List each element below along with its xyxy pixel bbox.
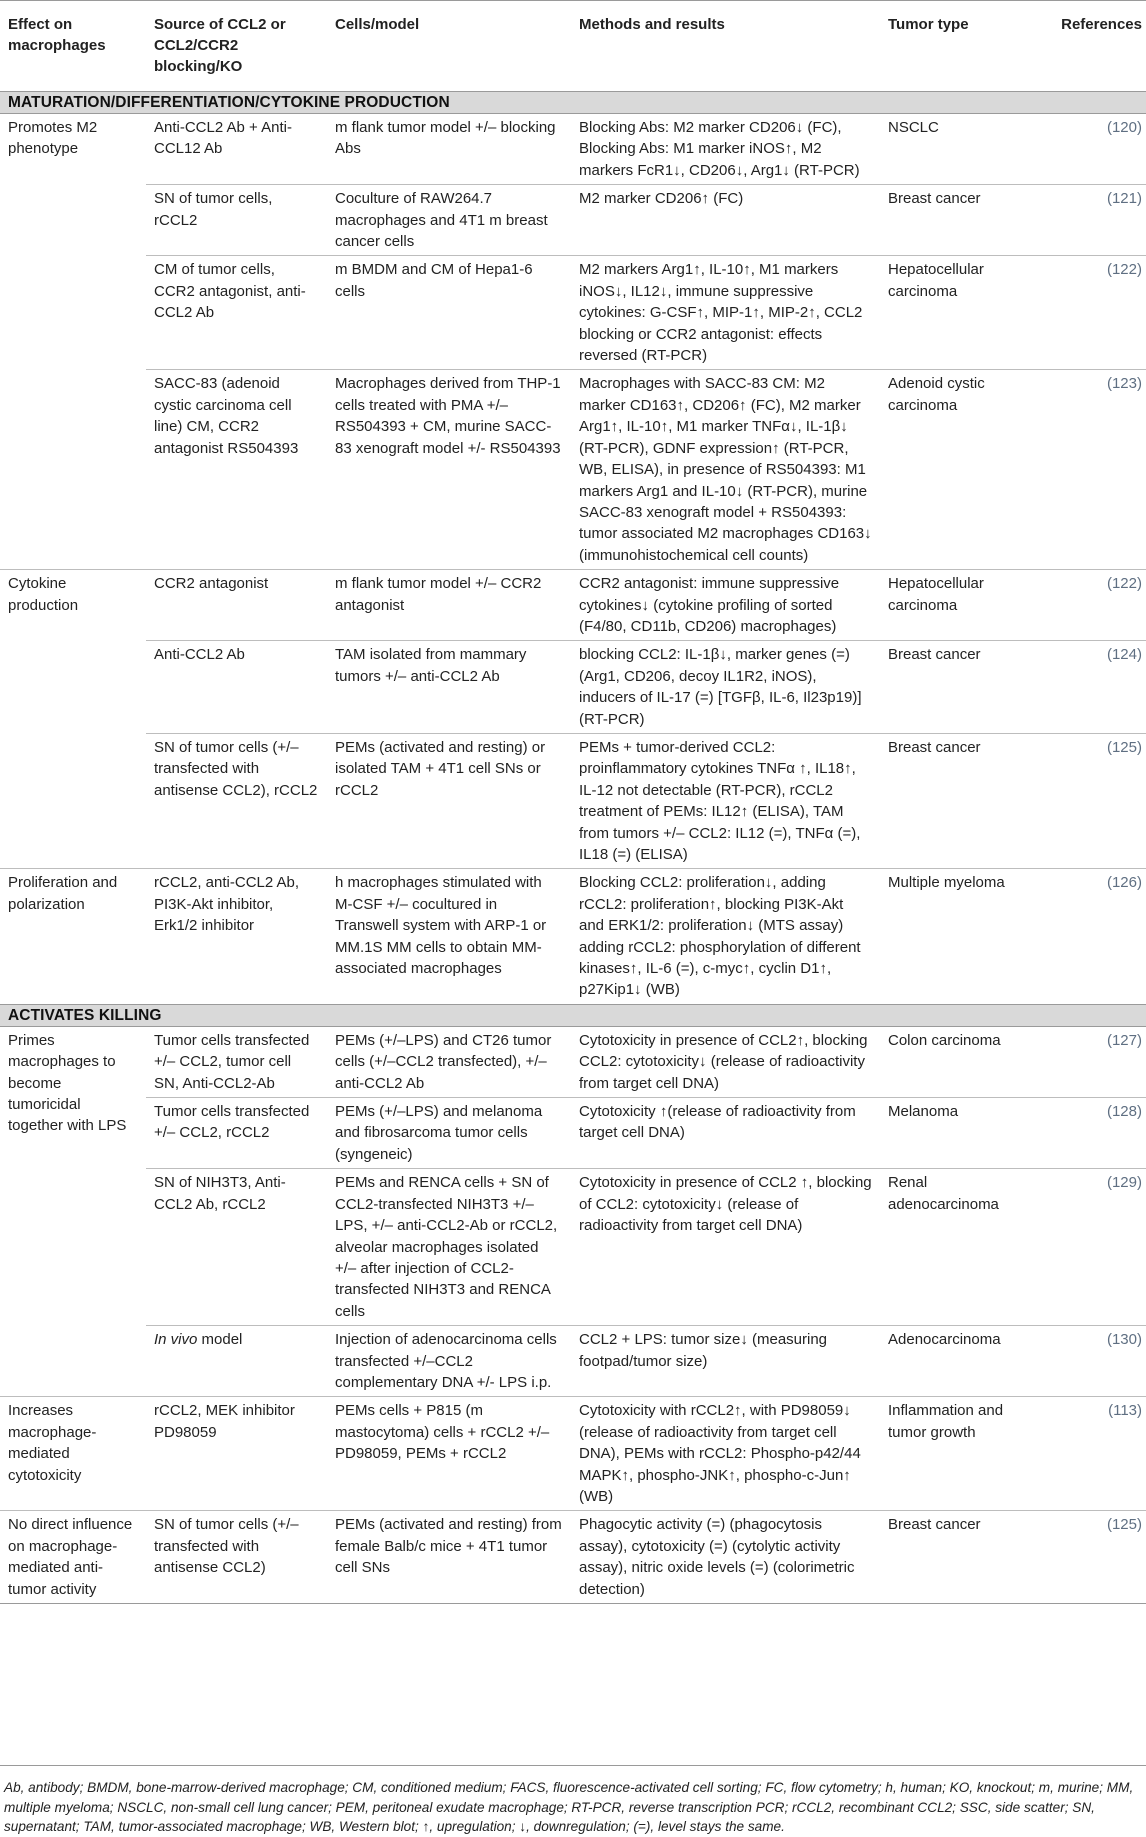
- table-header: [0, 1, 1146, 92]
- table-footnote: Ab, antibody; BMDM, bone-marrow-derived macrophage; CM, conditioned medium; FACS, fluorescence-activated cell sorting; FC, flow cytometry; h, human; KO, knockout; m, murine; MM, multiple myeloma; NSCLC, non-small cell lung cancer; PEM, peritoneal exudate macrophage; RT-PCR, reverse transcription PCR; rCCL2, recombinant CCL2; SSC, side scatter; SN, supernatant; TAM, tumor-associated macrophage; WB, Western blot; ↑, upregulation; ↓, downregulation; (=), level stays the same.: [0, 1765, 1146, 1837]
- cell-source: In vivo model: [146, 1326, 327, 1397]
- cell-reference: (122): [1030, 256, 1146, 370]
- cell-reference: (113): [1030, 1397, 1146, 1511]
- table-row: [0, 370, 1146, 570]
- cell-reference: (125): [1030, 1511, 1146, 1604]
- cell-reference: (124): [1030, 641, 1146, 734]
- cell-reference: (122): [1030, 570, 1146, 641]
- cell-tumor-type: NSCLC: [888, 119, 939, 136]
- cell-source: Tumor cells transfected +/– CCL2, tumor cell SN, Anti-CCL2-Ab: [154, 1031, 310, 1092]
- cell-reference: (126): [1030, 869, 1146, 1004]
- cell-methods: Cytotoxicity ↑(release of radioactivity from target cell DNA): [571, 1098, 880, 1169]
- cell-model: TAM isolated from mammary tumors +/– anti-CCL2 Ab: [327, 641, 571, 734]
- table-body: [0, 92, 1146, 1604]
- cell-model: m BMDM and CM of Hepa1-6 cells: [327, 256, 571, 370]
- section-title: ACTIVATES KILLING: [0, 1004, 1146, 1026]
- cell-source: rCCL2, MEK inhibitor PD98059: [146, 1397, 327, 1511]
- header-methods: Methods and results: [571, 1, 880, 92]
- cell-source: CM of tumor cells, CCR2 antagonist, anti-CCL2 Ab: [146, 256, 327, 370]
- cell-methods: Blocking CCL2: proliferation↓, adding rCCL2: proliferation↑, blocking PI3K-Akt and ERK1/2: proliferation↓ (MTS assay) adding rCCL2: phosphorylation of different kinases↑, IL-6 (=), c-myc↑, cyclin D1↑, p27Kip1↓ (WB): [571, 869, 880, 1004]
- table-row: [0, 1326, 1146, 1397]
- cell-reference: (120): [1106, 119, 1142, 136]
- cell-source: SN of tumor cells (+/– transfected with antisense CCL2), rCCL2: [146, 733, 327, 868]
- cell-model: m flank tumor model +/– blocking Abs: [335, 119, 556, 158]
- cell-source: SN of tumor cells, rCCL2: [146, 185, 327, 256]
- cell-source: Anti-CCL2 Ab + Anti-CCL12 Ab: [154, 119, 292, 158]
- cell-tumor-type: Inflammation and tumor growth: [880, 1397, 1030, 1511]
- cell-source: SN of NIH3T3, Anti-CCL2 Ab, rCCL2: [146, 1169, 327, 1326]
- cell-source: Tumor cells transfected +/– CCL2, rCCL2: [146, 1098, 327, 1169]
- section-title: MATURATION/DIFFERENTIATION/CYTOKINE PRODUCTION: [0, 92, 1146, 114]
- cell-methods: Macrophages with SACC-83 CM: M2 marker CD163↑, CD206↑ (FC), M2 marker Arg1↑, IL-10↑, M1 marker TNFα↓, IL-1β↓ (RT-PCR), GDNF expression↑ (RT-PCR, WB, ELISA), in presence of RS504393: M1 markers Arg1 and IL-10↓ (RT-PCR), murine SACC-83 xenograft model + RS504393: tumor associated M2 macrophages CD163↓ (immunohistochemical cell counts): [571, 370, 880, 570]
- cell-tumor-type: Breast cancer: [880, 185, 1030, 256]
- cell-methods: CCL2 + LPS: tumor size↓ (measuring footpad/tumor size): [571, 1326, 880, 1397]
- cell-tumor-type: Renal adenocarcinoma: [880, 1169, 1030, 1326]
- cell-reference: (125): [1030, 733, 1146, 868]
- cell-tumor-type: Adenocarcinoma: [880, 1326, 1030, 1397]
- header-effect: Effect on macrophages: [0, 1, 146, 92]
- cell-methods: Phagocytic activity (=) (phagocytosis assay), cytotoxicity (=) (cytolytic activity assay), nitric oxide levels (=) (colorimetric detection): [571, 1511, 880, 1604]
- cell-tumor-type: Breast cancer: [880, 1511, 1030, 1604]
- cell-source: CCR2 antagonist: [146, 570, 327, 641]
- cell-model: h macrophages stimulated with M-CSF +/– cocultured in Transwell system with ARP-1 or MM.1S MM cells to obtain MM-associated macrophages: [327, 869, 571, 1004]
- cell-effect: Primes macrophages to become tumoricidal together with LPS: [8, 1031, 127, 1135]
- cell-reference: (128): [1030, 1098, 1146, 1169]
- header-tumor: Tumor type: [880, 1, 1030, 92]
- cell-source: rCCL2, anti-CCL2 Ab, PI3K-Akt inhibitor, Erk1/2 inhibitor: [146, 869, 327, 1004]
- table-row: [0, 733, 1146, 868]
- cell-methods: blocking CCL2: IL-1β↓, marker genes (=) (Arg1, CD206, decoy IL1R2, iNOS), inducers of IL-17 (=) [TGFβ, IL-6, Il23p19)] (RT-PCR): [571, 641, 880, 734]
- header-references: References: [1030, 1, 1146, 92]
- cell-effect: Promotes M2 phenotype: [8, 119, 98, 158]
- cell-tumor-type: Melanoma: [880, 1098, 1030, 1169]
- cell-reference: (123): [1030, 370, 1146, 570]
- cell-tumor-type: Breast cancer: [880, 641, 1030, 734]
- cell-model: Coculture of RAW264.7 macrophages and 4T1 m breast cancer cells: [327, 185, 571, 256]
- cell-methods: Blocking Abs: M2 marker CD206↓ (FC), Blocking Abs: M1 marker iNOS↑, M2 markers FcR1↓, CD206↓, Arg1↓ (RT-PCR): [579, 119, 860, 179]
- header-cells: Cells/model: [327, 1, 571, 92]
- cell-effect: No direct influence on macrophage-mediated anti-tumor activity: [0, 1511, 146, 1604]
- cell-methods: M2 markers Arg1↑, IL-10↑, M1 markers iNOS↓, IL12↓, immune suppressive cytokines: G-CSF↑, MIP-1↑, MIP-2↑, CCL2 blocking or CCR2 antagonist: effects reversed (RT-PCR): [571, 256, 880, 370]
- cell-tumor-type: Hepatocellular carcinoma: [880, 256, 1030, 370]
- section-row: [0, 1004, 1146, 1026]
- header-row: [0, 1, 1146, 92]
- cell-model: Macrophages derived from THP-1 cells treated with PMA +/– RS504393 + CM, murine SACC-83 xenograft model +/- RS504393: [327, 370, 571, 570]
- cell-methods: Cytotoxicity in presence of CCL2 ↑, blocking of CCL2: cytotoxicity↓ (release of radioactivity from target cell DNA): [571, 1169, 880, 1326]
- cell-tumor-type: Adenoid cystic carcinoma: [880, 370, 1030, 570]
- cell-methods: Cytotoxicity with rCCL2↑, with PD98059↓ (release of radioactivity from target cell DNA), PEMs with rCCL2: Phospho-p42/44 MAPK↑, phospho-JNK↑, phospho-c-Jun↑ (WB): [571, 1397, 880, 1511]
- table-row: [0, 1511, 1146, 1604]
- cell-methods: PEMs + tumor-derived CCL2: proinflammatory cytokines TNFα ↑, IL18↑, IL-12 not detectable (RT-PCR), rCCL2 treatment of PEMs: IL12↑ (ELISA), TAM from tumors +/– CCL2: IL12 (=), TNFα (=), IL18 (=) (ELISA): [571, 733, 880, 868]
- cell-model: m flank tumor model +/– CCR2 antagonist: [327, 570, 571, 641]
- table-row: [0, 1098, 1146, 1169]
- cell-source: SN of tumor cells (+/– transfected with antisense CCL2): [146, 1511, 327, 1604]
- cell-tumor-type: Colon carcinoma: [888, 1031, 1001, 1049]
- table-row: [0, 1169, 1146, 1326]
- table-row: [0, 570, 1146, 641]
- cell-model: Injection of adenocarcinoma cells transfected +/–CCL2 complementary DNA +/- LPS i.p.: [327, 1326, 571, 1397]
- cell-methods: Cytotoxicity in presence of CCL2↑, blocking CCL2: cytotoxicity↓ (release of radioactivity from target cell DNA): [579, 1031, 868, 1092]
- cell-reference: (127): [1106, 1031, 1142, 1049]
- cell-reference: (129): [1030, 1169, 1146, 1326]
- table-row: [0, 869, 1146, 1004]
- section-row: [0, 92, 1146, 114]
- cell-reference: (121): [1030, 185, 1146, 256]
- cell-effect: Increases macrophage-mediated cytotoxicity: [0, 1397, 146, 1511]
- cell-model: PEMs (activated and resting) or isolated TAM + 4T1 cell SNs or rCCL2: [327, 733, 571, 868]
- table-row: [0, 114, 1146, 185]
- cell-model: PEMs (+/–LPS) and melanoma and fibrosarcoma tumor cells (syngeneic): [327, 1098, 571, 1169]
- cell-model: PEMs and RENCA cells + SN of CCL2-transfected NIH3T3 +/– LPS, +/– anti-CCL2-Ab or rCCL2, alveolar macrophages isolated +/– after injection of CCL2-transfected NIH3T3 and RENCA cells: [327, 1169, 571, 1326]
- header-source: Source of CCL2 or CCL2/CCR2 blocking/KO: [146, 1, 327, 92]
- cell-tumor-type: Multiple myeloma: [880, 869, 1030, 1004]
- table-row: [0, 256, 1146, 370]
- cell-tumor-type: Hepatocellular carcinoma: [880, 570, 1030, 641]
- cell-effect: Cytokine production: [0, 570, 146, 869]
- table-row: [0, 185, 1146, 256]
- cell-source: SACC-83 (adenoid cystic carcinoma cell line) CM, CCR2 antagonist RS504393: [146, 370, 327, 570]
- cell-methods: CCR2 antagonist: immune suppressive cytokines↓ (cytokine profiling of sorted (F4/80, CD11b, CD206) macrophages): [571, 570, 880, 641]
- cell-methods: M2 marker CD206↑ (FC): [571, 185, 880, 256]
- cell-model: PEMs (+/–LPS) and CT26 tumor cells (+/–CCL2 transfected), +/– anti-CCL2 Ab: [335, 1031, 552, 1092]
- table-row: [0, 641, 1146, 734]
- cell-effect: Proliferation and polarization: [0, 869, 146, 1004]
- cell-tumor-type: Breast cancer: [880, 733, 1030, 868]
- table-row: [0, 1026, 1146, 1097]
- cell-reference: (130): [1030, 1326, 1146, 1397]
- table-row: [0, 1397, 1146, 1511]
- cell-model: PEMs cells + P815 (m mastocytoma) cells + rCCL2 +/– PD98059, PEMs + rCCL2: [327, 1397, 571, 1511]
- cell-source: Anti-CCL2 Ab: [146, 641, 327, 734]
- cell-model: PEMs (activated and resting) from female Balb/c mice + 4T1 tumor cell SNs: [327, 1511, 571, 1604]
